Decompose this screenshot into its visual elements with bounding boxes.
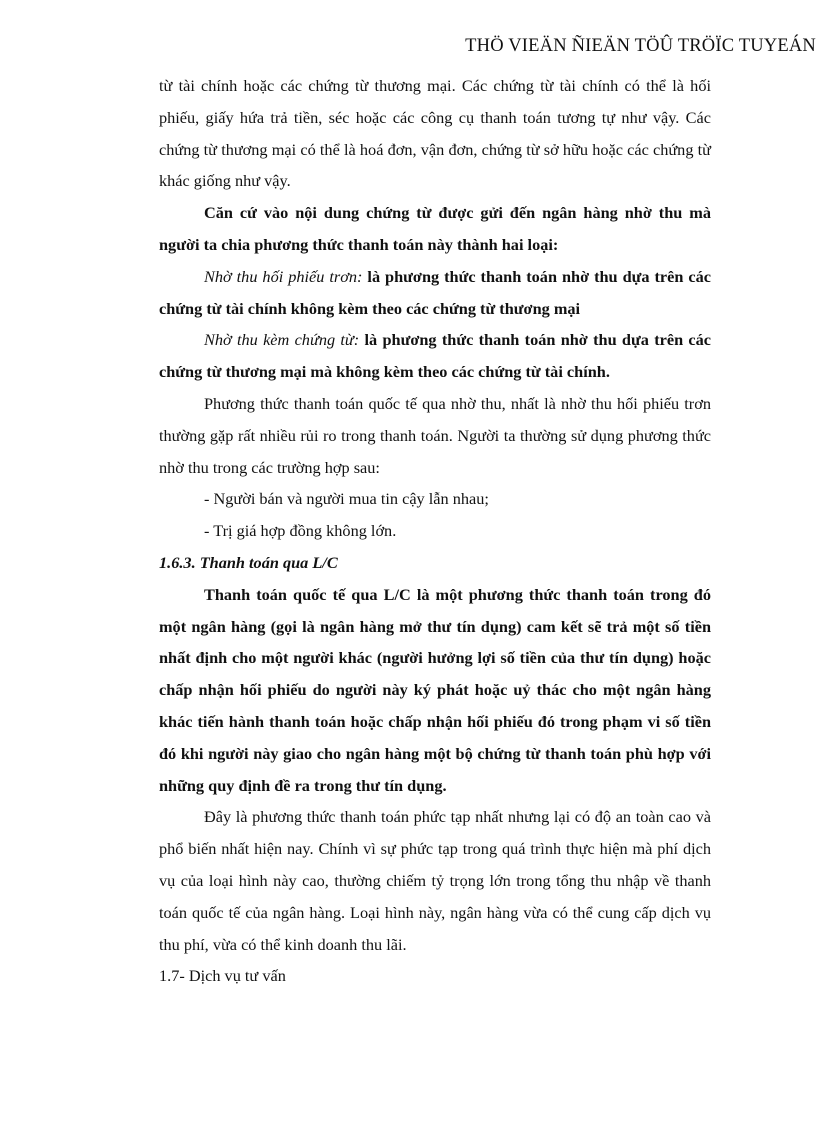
list-item: - Trị giá hợp đồng không lớn. bbox=[204, 521, 397, 541]
paragraph-financial-documents: từ tài chính hoặc các chứng từ thương mại. Các chứng từ tài chính có thể là hối phiếu, giấy hứa trả tiền, séc hoặc các công cụ thanh toán tương tự như vậy. Các chứng từ thương mại có thể là hoá đơn, vận đơn, chứng từ sở hữu hoặc các chứng từ khác giống như vậy. bbox=[159, 76, 711, 191]
paragraph-lc-complexity: Đây là phương thức thanh toán phức tạp nhất nhưng lại có độ an toàn cao và phổ biến nhất hiện nay. Chính vì sự phức tạp trong quá trình thực hiện mà phí dịch vụ của loại hình này cao, thường chiếm tỷ trọng lớn trong tổng thu nhập về thanh toán quốc tế của ngân hàng. Loại hình này, ngân hàng vừa có thể cung cấp dịch vụ thu phí, vừa có thể kinh doanh thu lãi. bbox=[159, 807, 711, 954]
paragraph-collection-risk: Phương thức thanh toán quốc tế qua nhờ thu, nhất là nhờ thu hối phiếu trơn thường gặp rất nhiều rủi ro trong thanh toán. Người ta thường sử dụng phương thức nhờ thu trong các trường hợp sau: bbox=[159, 393, 711, 477]
section-heading-consulting: 1.7- Dịch vụ tư vấn bbox=[159, 966, 286, 986]
definition-documentary-collection: là phương thức thanh toán nhờ thu dựa trên các chứng từ thương mại mà không kèm theo các chứng từ tài chính. bbox=[159, 330, 712, 382]
term-documentary-collection: Nhờ thu kèm chứng từ: bbox=[204, 330, 360, 350]
term-clean-collection: Nhờ thu hối phiếu trơn: bbox=[204, 266, 363, 286]
page-header: THÖ VIEÄN ÑIEÄN TÖÛ TRÖÏC TUYEÁN bbox=[465, 36, 816, 56]
list-item: - Người bán và người mua tin cậy lẫn nhau; bbox=[204, 489, 489, 509]
section-heading-lc: 1.6.3. Thanh toán qua L/C bbox=[159, 552, 338, 572]
paragraph-lc-definition: Thanh toán quốc tế qua L/C là một phương thức thanh toán trong đó một ngân hàng (gọi là ngân hàng mở thư tín dụng) cam kết sẽ trả một số tiền nhất định cho một người khác (người hưởng lợi số tiền của thư tín dụng) hoặc chấp nhận hối phiếu do người này ký phát hoặc uỷ thác cho một ngân hàng khác tiến hành thanh toán hoặc chấp nhận hối phiếu đó trong phạm vi số tiền đó khi người này giao cho ngân hàng một bộ chứng từ thanh toán phù hợp với những quy định đề ra trong thư tín dụng. bbox=[159, 584, 711, 795]
document-body bbox=[159, 70, 711, 992]
paragraph-clean-collection bbox=[159, 261, 711, 325]
paragraph-documentary-collection bbox=[159, 324, 711, 388]
paragraph-classification: Căn cứ vào nội dung chứng từ được gửi đến ngân hàng nhờ thu mà người ta chia phương thức thanh toán này thành hai loại: bbox=[159, 203, 711, 254]
definition-clean-collection: là phương thức thanh toán nhờ thu dựa trên các chứng từ tài chính không kèm theo các chứng từ thương mại bbox=[159, 266, 711, 318]
